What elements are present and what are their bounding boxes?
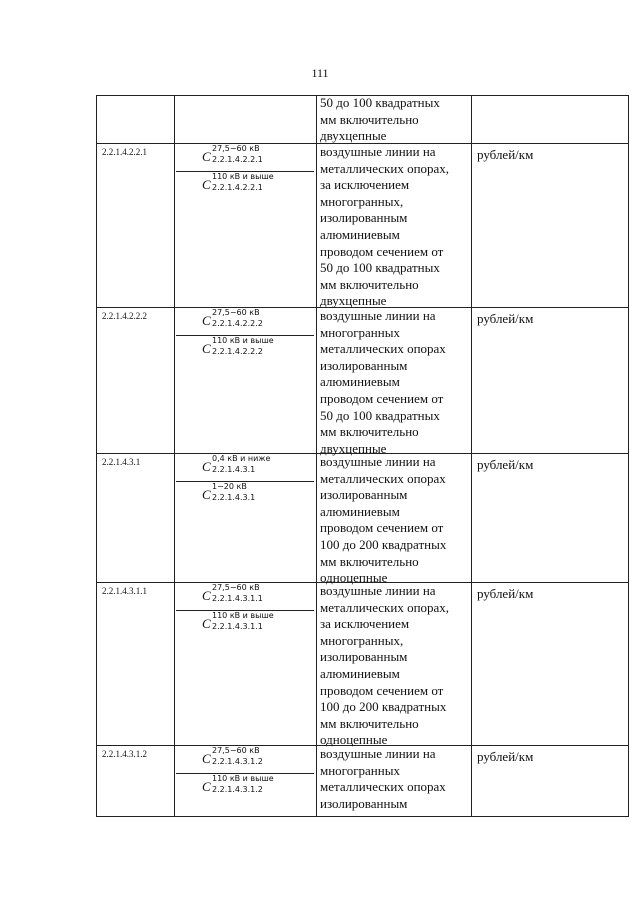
formula-subscript: 2.2.1.4.2.2.1 <box>212 183 263 192</box>
formula-superscript: 27,5−60 кВ <box>212 308 260 317</box>
row-description <box>320 746 470 812</box>
formula-symbol: C <box>202 616 211 631</box>
description-line: 50 до 100 квадратных <box>320 95 440 110</box>
description-line: мм включительно <box>320 424 419 440</box>
formula-symbol: C <box>202 751 211 766</box>
description-line: изолированным <box>320 210 408 226</box>
table-row <box>97 96 628 144</box>
rate-formula-secondary <box>176 773 314 799</box>
description-line: двухцепные <box>320 440 387 456</box>
rate-formula-secondary <box>176 481 314 507</box>
formula-subscript: 2.2.1.4.2.2.2 <box>212 319 263 328</box>
row-unit: рублей/км <box>477 586 534 601</box>
rate-formula-secondary <box>176 335 314 361</box>
description-line: изолированным <box>320 649 408 665</box>
description-line: металлических опорах <box>320 341 446 357</box>
description-line: мм включительно <box>320 111 419 127</box>
description-line: изолированным <box>320 357 408 373</box>
row-unit: рублей/км <box>477 749 534 764</box>
tariff-table <box>96 95 629 817</box>
row-description <box>320 583 470 749</box>
description-line: 50 до 100 квадратных <box>320 407 440 423</box>
formula-symbol: C <box>202 487 211 502</box>
row-unit: рублей/км <box>477 311 534 326</box>
table-row <box>97 144 628 308</box>
formula-symbol: C <box>202 341 211 356</box>
rate-formula-secondary <box>176 610 314 636</box>
row-unit: рублей/км <box>477 457 534 472</box>
description-line: металлических опорах <box>320 779 446 795</box>
row-description <box>320 454 470 587</box>
description-line: воздушные линии на <box>320 583 436 598</box>
description-line: металлических опорах, <box>320 160 450 176</box>
formula-symbol: C <box>202 313 211 328</box>
formula-subscript: 2.2.1.4.2.2.1 <box>212 155 263 164</box>
description-line: проводом сечением от <box>320 390 444 406</box>
description-line: 100 до 200 квадратных <box>320 699 447 715</box>
formula-superscript: 27,5−60 кВ <box>212 144 260 153</box>
description-line: 100 до 200 квадратных <box>320 536 447 552</box>
row-description <box>320 95 470 145</box>
description-line: алюминиевым <box>320 226 400 242</box>
formula-superscript: 27,5−60 кВ <box>212 746 260 755</box>
formula-superscript: 110 кВ и выше <box>212 774 274 783</box>
formula-subscript: 2.2.1.4.3.1.2 <box>212 785 263 794</box>
description-line: изолированным <box>320 487 408 503</box>
table-row <box>97 308 628 454</box>
description-line: мм включительно <box>320 276 419 292</box>
formula-symbol: C <box>202 149 211 164</box>
description-line: двухцепные <box>320 293 387 309</box>
formula-symbol: C <box>202 588 211 603</box>
formula-subscript: 2.2.1.4.3.1.2 <box>212 757 263 766</box>
table-row <box>97 746 628 818</box>
description-line: проводом сечением от <box>320 243 444 259</box>
formula-superscript: 110 кВ и выше <box>212 611 274 620</box>
description-line: воздушные линии на <box>320 454 436 469</box>
description-line: многогранных, <box>320 632 404 648</box>
description-line: за исключением <box>320 177 410 193</box>
rate-formula-primary <box>176 454 314 480</box>
description-line: мм включительно <box>320 553 419 569</box>
description-line: воздушные линии на <box>320 308 436 323</box>
description-line: алюминиевым <box>320 665 400 681</box>
formula-superscript: 110 кВ и выше <box>212 336 274 345</box>
rate-formula-primary <box>176 583 314 609</box>
description-line: металлических опорах <box>320 470 446 486</box>
formula-superscript: 27,5−60 кВ <box>212 583 260 592</box>
description-line: за исключением <box>320 616 410 632</box>
rate-formula-secondary <box>176 171 314 197</box>
table-row <box>97 583 628 746</box>
row-unit: рублей/км <box>477 147 534 162</box>
rate-formula-primary <box>176 144 314 170</box>
description-line: проводом сечением от <box>320 682 444 698</box>
description-line: одноцепные <box>320 732 388 748</box>
row-code: 2.2.1.4.3.1.1 <box>102 586 147 596</box>
formula-superscript: 0,4 кВ и ниже <box>212 454 271 463</box>
description-line: воздушные линии на <box>320 144 436 159</box>
formula-subscript: 2.2.1.4.3.1.1 <box>212 594 263 603</box>
table-row <box>97 454 628 586</box>
row-description <box>320 308 470 457</box>
formula-subscript: 2.2.1.4.3.1 <box>212 493 256 502</box>
row-description <box>320 144 470 310</box>
description-line: воздушные линии на <box>320 746 436 761</box>
row-code: 2.2.1.4.3.1 <box>102 457 141 467</box>
formula-symbol: C <box>202 779 211 794</box>
formula-subscript: 2.2.1.4.3.1 <box>212 465 256 474</box>
row-code: 2.2.1.4.2.2.1 <box>102 147 147 157</box>
description-line: многогранных, <box>320 193 404 209</box>
formula-superscript: 110 кВ и выше <box>212 172 274 181</box>
formula-superscript: 1−20 кВ <box>212 482 247 491</box>
description-line: 50 до 100 квадратных <box>320 260 440 276</box>
description-line: проводом сечением от <box>320 520 444 536</box>
formula-subscript: 2.2.1.4.2.2.2 <box>212 347 263 356</box>
formula-subscript: 2.2.1.4.3.1.1 <box>212 622 263 631</box>
description-line: алюминиевым <box>320 503 400 519</box>
formula-symbol: C <box>202 459 211 474</box>
rate-formula-primary <box>176 746 314 772</box>
row-code: 2.2.1.4.3.1.2 <box>102 749 147 759</box>
description-line: многогранных <box>320 762 400 778</box>
description-line: изолированным <box>320 795 408 811</box>
description-line: алюминиевым <box>320 374 400 390</box>
rate-formula-primary <box>176 308 314 334</box>
formula-symbol: C <box>202 177 211 192</box>
description-line: мм включительно <box>320 715 419 731</box>
page-number: 111 <box>311 66 329 80</box>
row-code: 2.2.1.4.2.2.2 <box>102 311 147 321</box>
description-line: одноцепные <box>320 570 388 586</box>
description-line: многогранных <box>320 324 400 340</box>
description-line: металлических опорах, <box>320 599 450 615</box>
description-line: двухцепные <box>320 128 387 144</box>
